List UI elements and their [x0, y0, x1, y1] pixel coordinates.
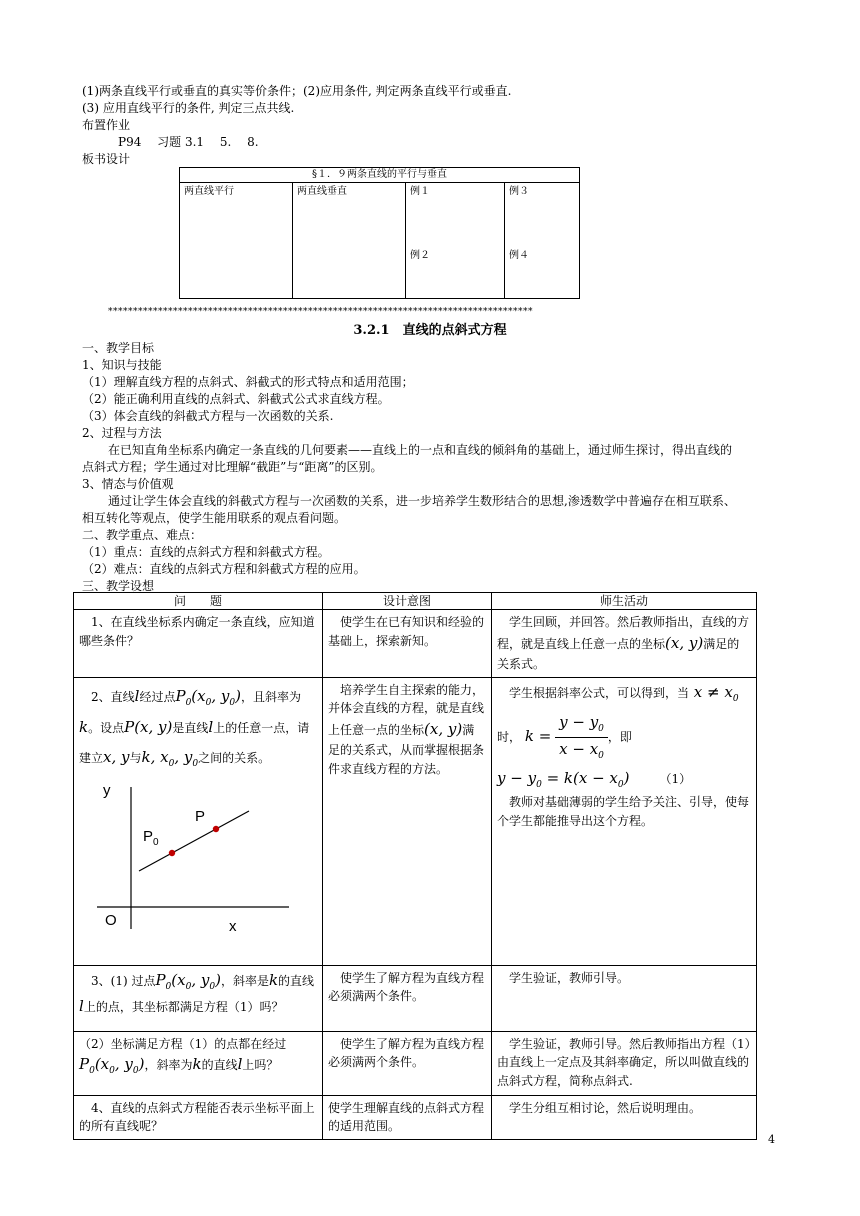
math-xy: x, y: [103, 747, 130, 766]
section-title: 3.2.1 直线的点斜式方程: [353, 323, 507, 338]
board-col-perpendicular: 两直线垂直: [293, 183, 406, 299]
row4-question: [74, 1031, 323, 1095]
heading-process: 2、过程与方法: [82, 426, 162, 440]
row2-intent-b: 满足的关系式，从而掌握根据条件求直线方程的方法。: [328, 722, 485, 776]
math-p0-3: $P_0(x_0$, $y_0$): [79, 1055, 145, 1077]
row2-act-d: （1）: [659, 772, 692, 787]
row2-q-d: 。设点: [88, 720, 125, 735]
math-p0-2: $P_0(x_0$, $y_0$): [155, 970, 221, 992]
board-col-examples-b: [505, 183, 580, 299]
header-activity: 师生活动: [492, 593, 757, 610]
row2-q-c: ，且斜率为: [240, 689, 301, 704]
board-design-table: [179, 167, 580, 299]
intro-line-1: (1)两条直线平行或垂直的真实等价条件；(2)应用条件, 判定两条直线平行或垂直.: [82, 84, 512, 98]
label-p0-main: P: [143, 827, 154, 845]
table-row: [74, 677, 757, 965]
board-example-4: 例４: [509, 249, 529, 261]
row1-question: 1、在直线坐标系内确定一条直线，应知道哪些条件？: [74, 610, 323, 677]
row1-activity: [492, 610, 757, 677]
separator-line: *************************************************************************************: [108, 307, 533, 317]
row5-activity: 学生分组互相讨论，然后说明理由。: [492, 1095, 757, 1139]
math-p0: $P_0(x_0$, $y_0$): [175, 686, 241, 708]
row3-question: [74, 965, 323, 1031]
row3-q-d: 上的点，其坐标都满足方程（1）吗？: [83, 999, 284, 1014]
label-p0-sub: 0: [153, 836, 159, 848]
row4-q-d: 上吗？: [242, 1058, 279, 1073]
process-text-1: 在已知直角坐标系内确定一条直线的几何要素——直线上的一点和直线的倾斜角的基础上，通过师生探讨，得出直线的: [108, 443, 733, 457]
row4-activity: 学生验证，教师引导。然后教师指出方程（1）由直线上一定点及其斜率确定，所以叫做直线的点斜式方程，简称点斜式.: [492, 1031, 757, 1095]
row2-q-a: 2、直线: [91, 689, 135, 704]
board-caption: §１．９两条直线的平行与垂直: [180, 168, 580, 183]
row2-q-h: 之间的关系。: [198, 750, 271, 765]
homework-items: P94 习题 3.1 5. 8.: [118, 135, 259, 149]
table-row: [74, 965, 757, 1031]
process-text-2: 点斜式方程；学生通过对比理解“截距”与“距离”的区别。: [82, 460, 383, 474]
math-point-xy-2: (x, y): [424, 719, 463, 738]
math-k-2: k: [268, 970, 279, 989]
label-p: P: [195, 807, 206, 825]
objective-1: （1）理解直线方程的点斜式、斜截式的形式特点和适用范围；: [82, 375, 414, 389]
row2-q-b: 经过点: [139, 689, 176, 704]
table-row: [74, 1095, 757, 1139]
math-point-slope-eq: $y - y_0 = k(x - x_0)$: [497, 769, 630, 791]
row4-intent: 使学生了解方程为直线方程必须满两个条件。: [323, 1031, 492, 1095]
row3-intent: 使学生了解方程为直线方程必须满两个条件。: [323, 965, 492, 1031]
design-table: [73, 592, 757, 1140]
heading-knowledge: 1、知识与技能: [82, 358, 162, 372]
objective-2: （2）能正确利用直线的点斜式、斜截式公式求直线方程。: [82, 392, 390, 406]
row2-act-line1: [497, 681, 751, 707]
row2-act-c: ，即: [607, 729, 632, 744]
label-p0: [143, 828, 159, 848]
row3-q-c: 的直线: [278, 973, 315, 988]
table-row: [74, 1031, 757, 1095]
row4-q-b: ，斜率为: [144, 1058, 193, 1073]
board-col-parallel: 两直线平行: [180, 183, 293, 299]
board-col-examples-a: [406, 183, 505, 299]
heading-key-points: 二、教学重点、难点：: [82, 528, 203, 542]
row2-q-f: 上的任意一点，请建立: [79, 720, 310, 765]
row2-act-line3: [497, 767, 751, 793]
math-k-x0-y0: k, $x_0$, $y_0$: [141, 747, 199, 769]
intro-line-2: (3) 应用直线平行的条件, 判定三点共线.: [82, 101, 295, 115]
heading-values: 3、情态与价值观: [82, 477, 174, 491]
board-example-1: 例１: [410, 186, 430, 197]
row5-question: 4、直线的点斜式方程能否表示坐标平面上的所有直线呢？: [74, 1095, 323, 1139]
label-origin: O: [105, 911, 117, 929]
header-intent: 设计意图: [323, 593, 492, 610]
row2-act-a: 学生根据斜率公式，可以得到，当: [509, 685, 690, 700]
heading-design: 三、教学设想: [82, 579, 155, 593]
objective-3: （3）体会直线的斜截式方程与一次函数的关系.: [82, 409, 334, 423]
board-design-title: 板书设计: [82, 152, 131, 166]
homework-title: 布置作业: [82, 118, 131, 132]
label-x: x: [229, 917, 237, 935]
row2-act-b: 时，: [497, 729, 522, 744]
values-text-2: 相互转化等观点，使学生能用联系的观点看问题。: [82, 511, 347, 525]
math-p: P(x, y): [124, 717, 173, 736]
row1-activity-text-a: 学生回顾，并回答。然后教师指出，直线的方程，就是直线上任意一点的坐标: [497, 615, 750, 651]
math-l-4: l: [237, 1055, 243, 1074]
row1-activity-text-b: 满足的关系式。: [497, 636, 740, 672]
row2-act-line2: [497, 711, 751, 764]
math-l: l: [134, 686, 140, 705]
header-question: 问 题: [74, 593, 323, 610]
page-number: 4: [768, 1133, 775, 1146]
row2-q-e: 是直线: [172, 720, 209, 735]
label-y: y: [103, 781, 111, 799]
board-example-3: 例３: [509, 186, 529, 197]
point-p: [213, 825, 219, 831]
row2-activity: [492, 677, 757, 965]
row1-intent: 使学生在已有知识和经验的基础上，探索新知。: [323, 610, 492, 677]
math-k: k: [79, 717, 89, 736]
point-p0: [169, 849, 175, 855]
heading-objectives: 一、教学目标: [82, 341, 155, 355]
difficult-point: （2）难点：直线的点斜式方程和斜截式方程的应用。: [82, 562, 366, 576]
row3-q-b: ，斜率是: [220, 973, 269, 988]
math-l-3: l: [79, 996, 84, 1015]
math-point-xy: (x, y): [665, 633, 704, 652]
row2-question: [74, 677, 323, 965]
coordinate-figure: [79, 779, 299, 939]
row3-activity: 学生验证，教师引导。: [492, 965, 757, 1031]
row3-q-a: 3、(1) 过点: [91, 973, 156, 988]
math-k-3: k: [192, 1055, 202, 1074]
math-slope-fraction: $\frac{y - y_0}{x - x_0}$: [555, 711, 608, 764]
math-k-eq: k =: [524, 726, 552, 745]
row5-intent: 使学生理解直线的点斜式方程的适用范围。: [323, 1095, 492, 1139]
row4-q-c: 的直线: [201, 1058, 238, 1073]
row2-intent: [323, 677, 492, 965]
board-example-2: 例２: [410, 249, 430, 261]
row2-question-text: [79, 681, 317, 773]
math-l-2: l: [208, 717, 214, 736]
math-x-ne-x0: $x \ne x_0$: [689, 682, 739, 704]
row2-intent-a: 培养学生自主探索的能力，并体会直线的方程，就是直线上任意一点的坐标: [328, 682, 485, 737]
row4-q-a: （2）坐标满足方程（1）的点都在经过: [79, 1036, 287, 1051]
table-row: [74, 610, 757, 677]
values-text-1: 通过让学生体会直线的斜截式方程与一次函数的关系，进一步培养学生数形结合的思想,渗透数学中普遍存在相互联系、: [108, 494, 736, 508]
row2-act-e: 教师对基础薄弱的学生给予关注、引导，使每个学生都能推导出这个方程。: [497, 795, 750, 828]
key-point: （1）重点：直线的点斜式方程和斜截式方程。: [82, 545, 330, 559]
row2-q-g: 与: [129, 750, 142, 765]
